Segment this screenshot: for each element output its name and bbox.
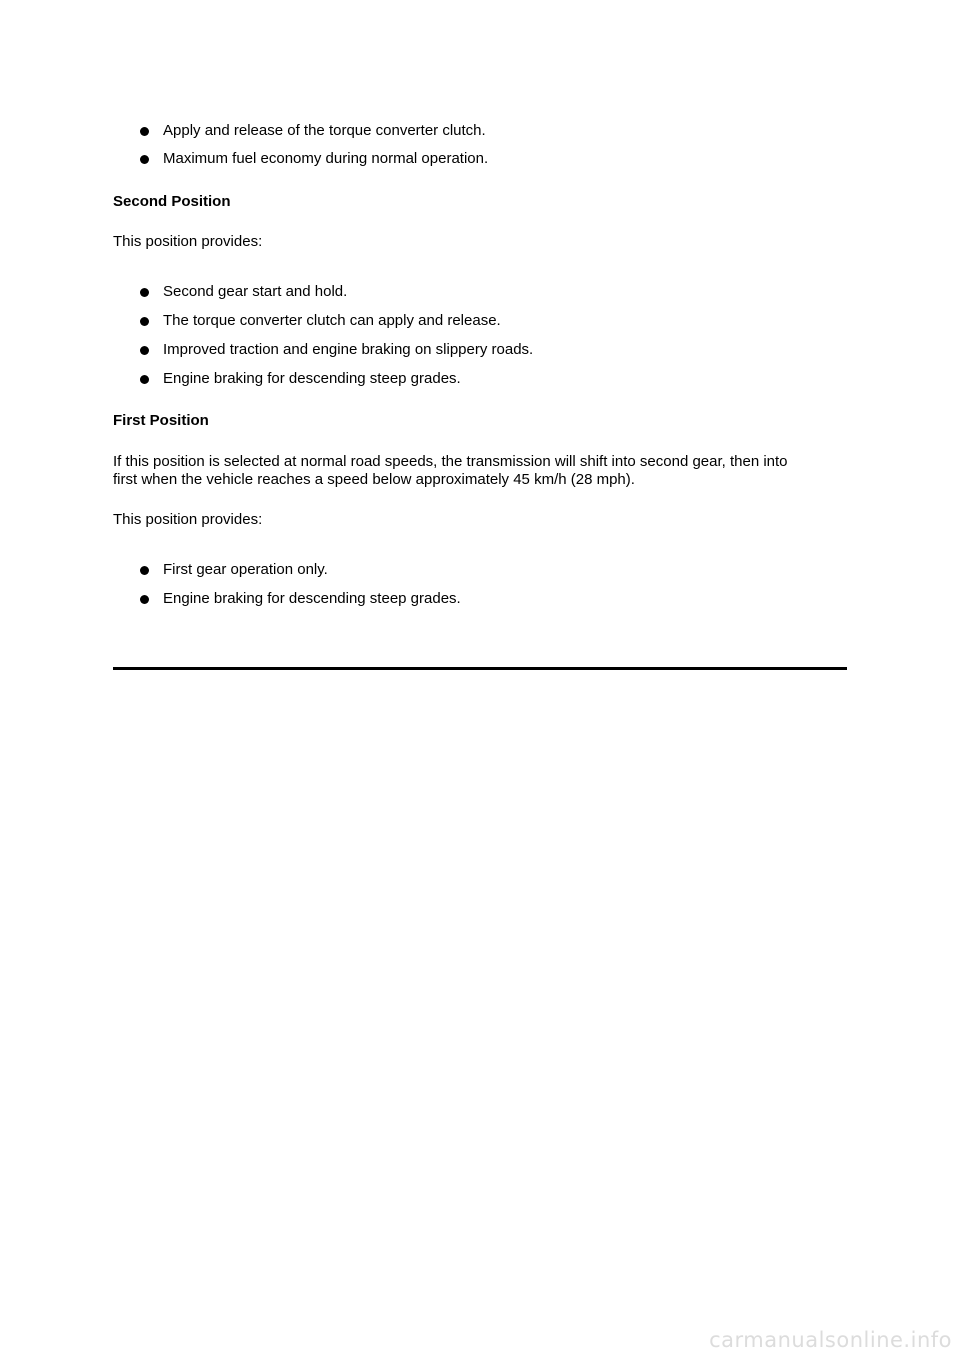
bullet-icon bbox=[140, 346, 149, 355]
list-item-text: Maximum fuel economy during normal operation. bbox=[163, 150, 489, 167]
list-item bbox=[140, 122, 486, 140]
list-item bbox=[140, 370, 461, 388]
list-item-text: Engine braking for descending steep grades. bbox=[163, 590, 461, 607]
bullet-icon bbox=[140, 375, 149, 384]
list-item bbox=[140, 283, 347, 301]
list-item-text: First gear operation only. bbox=[163, 561, 328, 578]
list-item bbox=[140, 150, 488, 168]
list-item-text: Engine braking for descending steep grades. bbox=[163, 370, 461, 387]
list-item bbox=[140, 341, 533, 359]
bullet-icon bbox=[140, 595, 149, 604]
bullet-icon bbox=[140, 566, 149, 575]
bullet-icon bbox=[140, 317, 149, 326]
watermark: carmanualsonline.info bbox=[709, 1328, 952, 1352]
list-item bbox=[140, 561, 328, 579]
section-heading-first: First Position bbox=[113, 412, 209, 429]
section-intro-second: This position provides: bbox=[113, 233, 263, 250]
paragraph-line: If this position is selected at normal road speeds, the transmission will shift into second gear, then into bbox=[113, 453, 788, 470]
bullet-icon bbox=[140, 288, 149, 297]
section-heading-second: Second Position bbox=[113, 193, 231, 210]
section-intro-first: This position provides: bbox=[113, 511, 263, 528]
bullet-icon bbox=[140, 155, 149, 164]
list-item-text: Improved traction and engine braking on slippery roads. bbox=[163, 341, 534, 358]
paragraph-line: first when the vehicle reaches a speed below approximately 45 km/h (28 mph). bbox=[113, 471, 635, 488]
horizontal-rule bbox=[113, 667, 847, 670]
bullet-icon bbox=[140, 127, 149, 136]
list-item-text: The torque converter clutch can apply and release. bbox=[163, 312, 501, 329]
list-item bbox=[140, 590, 461, 608]
list-item-text: Apply and release of the torque converter clutch. bbox=[163, 122, 486, 139]
list-item-text: Second gear start and hold. bbox=[163, 283, 348, 300]
list-item bbox=[140, 312, 501, 330]
